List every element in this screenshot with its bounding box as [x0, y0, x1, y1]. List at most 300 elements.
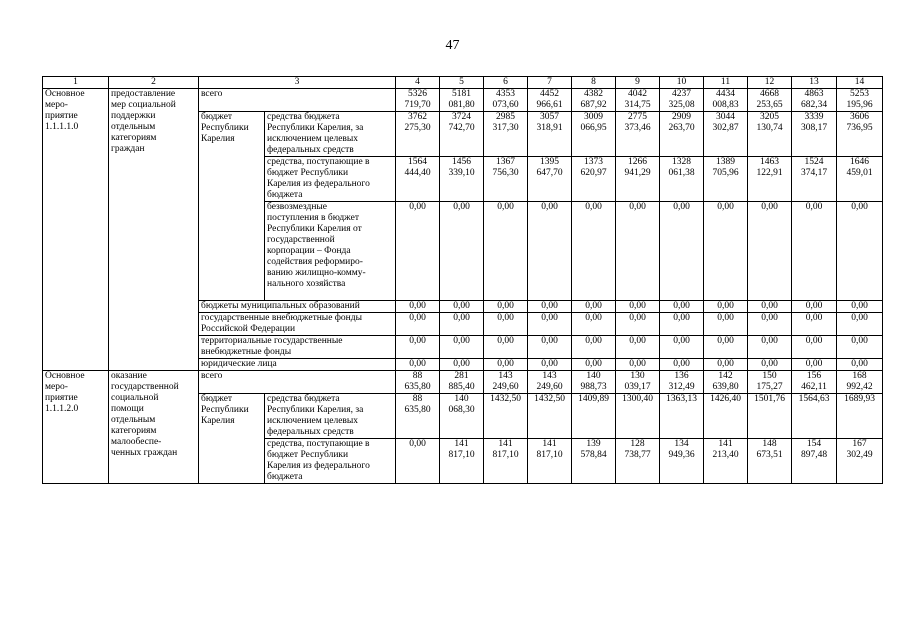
value-cell: [396, 439, 440, 484]
value-line: 0,00: [541, 313, 558, 323]
value-cell: [484, 202, 528, 301]
value-line: 0,00: [805, 359, 823, 369]
header-cell: 7: [528, 77, 572, 89]
section1-description: предоставление мер социальной поддержки отдельным категориям граждан: [109, 89, 199, 371]
value-line: 068,30: [448, 405, 475, 415]
header-cell: 2: [109, 77, 199, 89]
value-cell: [748, 89, 792, 112]
value-cell: [837, 301, 883, 313]
header-cell: 4: [396, 77, 440, 89]
value-cell: [484, 394, 528, 439]
value-line: 134: [674, 439, 689, 449]
value-cell: [837, 359, 883, 371]
value-line: 122,91: [756, 168, 783, 178]
value-line: 0,00: [409, 439, 426, 449]
value-cell: [572, 202, 616, 301]
value-line: 0,00: [409, 313, 426, 323]
value-line: 1409,89: [578, 394, 609, 404]
source-label: всего: [199, 371, 396, 394]
value-line: 1432,50: [490, 394, 521, 404]
value-cell: [528, 301, 572, 313]
value-line: 4382: [584, 89, 603, 99]
value-line: 4237: [672, 89, 691, 99]
value-cell: [704, 371, 748, 394]
value-line: 0,00: [851, 313, 868, 323]
value-line: 0,00: [585, 301, 602, 311]
table-row: [43, 89, 883, 112]
value-line: 168: [852, 371, 867, 381]
header-cell: 11: [704, 77, 748, 89]
value-cell: [748, 336, 792, 359]
value-cell: [528, 394, 572, 439]
value-line: 2775: [628, 112, 647, 122]
value-line: 1266: [628, 157, 647, 167]
value-cell: [837, 89, 883, 112]
value-line: 128: [630, 439, 645, 449]
value-cell: [528, 439, 572, 484]
value-cell: [704, 359, 748, 371]
value-cell: [704, 89, 748, 112]
value-line: 325,08: [668, 100, 695, 110]
value-cell: [748, 157, 792, 202]
value-line: 1456: [452, 157, 471, 167]
value-line: 0,00: [409, 359, 426, 369]
value-cell: [616, 157, 660, 202]
value-line: 0,00: [629, 313, 646, 323]
value-line: 0,00: [409, 301, 426, 311]
value-line: 682,34: [800, 100, 828, 110]
value-cell: [616, 439, 660, 484]
value-line: 88: [412, 394, 423, 404]
value-line: 1501,76: [754, 394, 785, 404]
value-cell: [704, 112, 748, 157]
value-line: 213,40: [712, 450, 739, 460]
value-line: 444,40: [404, 168, 431, 178]
value-cell: [792, 336, 837, 359]
value-cell: [792, 202, 837, 301]
value-line: 4863: [804, 89, 824, 99]
value-cell: [704, 394, 748, 439]
value-cell: [396, 202, 440, 301]
value-line: 0,00: [761, 336, 778, 346]
value-line: 3044: [716, 112, 735, 122]
value-line: 317,30: [492, 123, 519, 133]
value-cell: [572, 359, 616, 371]
value-cell: [396, 371, 440, 394]
value-line: 0,00: [673, 301, 690, 311]
source-label: территориальные государственные внебюджетные фонды: [199, 336, 396, 359]
value-cell: [704, 336, 748, 359]
value-line: 1395: [540, 157, 559, 167]
value-cell: [528, 89, 572, 112]
value-cell: [660, 439, 704, 484]
value-line: 081,80: [448, 100, 475, 110]
value-cell: [837, 371, 883, 394]
value-line: 0,00: [805, 301, 823, 311]
value-line: 154: [806, 439, 822, 449]
header-cell: 8: [572, 77, 616, 89]
value-line: 4434: [716, 89, 735, 99]
value-cell: [440, 112, 484, 157]
value-line: 0,00: [673, 313, 690, 323]
value-line: 1300,40: [622, 394, 653, 404]
value-line: 705,96: [712, 168, 739, 178]
value-line: 966,61: [536, 100, 563, 110]
value-cell: [528, 313, 572, 336]
value-line: 742,70: [448, 123, 475, 133]
value-cell: [748, 202, 792, 301]
value-line: 1432,50: [534, 394, 565, 404]
value-cell: [616, 89, 660, 112]
value-line: 0,00: [717, 202, 734, 212]
value-line: 0,00: [585, 313, 602, 323]
source-label: государственные внебюджетные фонды Российской Федерации: [199, 313, 396, 336]
value-line: 141: [498, 439, 513, 449]
header-cell: 10: [660, 77, 704, 89]
value-line: 897,48: [800, 450, 828, 460]
value-cell: [572, 394, 616, 439]
value-line: 738,77: [624, 450, 651, 460]
value-cell: [704, 157, 748, 202]
value-cell: [837, 394, 883, 439]
header-cell: 13: [792, 77, 837, 89]
value-cell: [440, 313, 484, 336]
value-line: 3762: [408, 112, 427, 122]
value-line: 0,00: [673, 336, 690, 346]
value-cell: [792, 394, 837, 439]
value-line: 0,00: [497, 336, 514, 346]
value-cell: [484, 359, 528, 371]
value-cell: [572, 371, 616, 394]
value-line: 5326: [408, 89, 427, 99]
value-line: 635,80: [404, 382, 431, 392]
value-cell: [528, 112, 572, 157]
value-cell: [837, 313, 883, 336]
value-cell: [837, 336, 883, 359]
value-cell: [837, 157, 883, 202]
header-cell: 1: [43, 77, 109, 89]
value-cell: [440, 359, 484, 371]
value-cell: [572, 89, 616, 112]
value-line: 0,00: [497, 359, 514, 369]
value-cell: [396, 112, 440, 157]
value-line: 0,00: [761, 202, 778, 212]
value-line: 719,70: [404, 100, 431, 110]
table-row: [43, 371, 883, 394]
value-cell: [748, 394, 792, 439]
value-line: 139: [586, 439, 601, 449]
value-line: 941,29: [624, 168, 651, 178]
value-line: 639,80: [712, 382, 739, 392]
value-cell: [572, 439, 616, 484]
value-line: 175,27: [756, 382, 783, 392]
value-line: 459,01: [846, 168, 873, 178]
value-line: 0,00: [761, 313, 778, 323]
value-cell: [572, 301, 616, 313]
value-line: 141: [718, 439, 733, 449]
value-line: 0,00: [453, 301, 470, 311]
value-line: 195,96: [846, 100, 873, 110]
value-line: 0,00: [673, 359, 690, 369]
value-cell: [660, 157, 704, 202]
value-line: 0,00: [585, 359, 602, 369]
value-line: 312,49: [668, 382, 695, 392]
value-line: 0,00: [453, 202, 470, 212]
source-label: юридические лица: [199, 359, 396, 371]
source-label: средства, поступающие в бюджет Республики Карелия из федерального бюджета: [265, 157, 396, 202]
value-cell: [440, 439, 484, 484]
value-cell: [572, 112, 616, 157]
value-line: 150: [762, 371, 777, 381]
value-line: 0,00: [717, 336, 734, 346]
value-line: 148: [762, 439, 777, 449]
value-cell: [792, 301, 837, 313]
value-line: 314,75: [624, 100, 651, 110]
value-line: 0,00: [761, 301, 778, 311]
value-line: 1373: [584, 157, 603, 167]
value-line: 0,00: [851, 202, 868, 212]
value-cell: [616, 112, 660, 157]
value-line: 462,11: [801, 382, 827, 392]
value-line: 0,00: [409, 336, 426, 346]
value-cell: [748, 313, 792, 336]
value-line: 0,00: [585, 336, 602, 346]
value-line: 143: [498, 371, 513, 381]
value-cell: [484, 336, 528, 359]
value-cell: [528, 336, 572, 359]
value-cell: [440, 394, 484, 439]
source-label: бюджеты муниципальных образований: [199, 301, 396, 313]
value-cell: [616, 371, 660, 394]
value-cell: [396, 157, 440, 202]
header-cell: 3: [199, 77, 396, 89]
source-label: средства, поступающие в бюджет Республики Карелия из федерального бюджета: [265, 439, 396, 484]
value-line: 4668: [760, 89, 779, 99]
value-line: 130: [630, 371, 645, 381]
value-cell: [660, 359, 704, 371]
value-line: 0,00: [497, 313, 514, 323]
source-group: бюджет Республики Карелия: [199, 112, 265, 301]
value-line: 3339: [804, 112, 824, 122]
value-line: 0,00: [851, 301, 868, 311]
value-line: 253,65: [756, 100, 783, 110]
value-cell: [440, 89, 484, 112]
value-cell: [660, 202, 704, 301]
value-line: 0,00: [717, 359, 734, 369]
value-cell: [484, 157, 528, 202]
value-cell: [396, 89, 440, 112]
value-line: 0,00: [805, 336, 823, 346]
value-cell: [396, 336, 440, 359]
value-line: 0,00: [629, 336, 646, 346]
value-line: 817,10: [492, 450, 519, 460]
value-line: 0,00: [629, 202, 646, 212]
section2-description: оказание государственной социальной помощи отдельным категориям малообеспе- ченных граждан: [109, 371, 199, 484]
value-line: 4452: [540, 89, 559, 99]
value-line: 0,00: [453, 359, 470, 369]
value-cell: [748, 371, 792, 394]
source-label: всего: [199, 89, 396, 112]
value-line: 4042: [628, 89, 647, 99]
value-line: 073,60: [492, 100, 519, 110]
value-cell: [792, 371, 837, 394]
value-line: 263,70: [668, 123, 695, 133]
value-line: 281: [454, 371, 469, 381]
value-cell: [792, 157, 837, 202]
value-cell: [792, 89, 837, 112]
value-line: 1463: [760, 157, 779, 167]
header-cell: 12: [748, 77, 792, 89]
value-cell: [528, 157, 572, 202]
value-line: 0,00: [541, 336, 558, 346]
value-cell: [704, 313, 748, 336]
value-line: 141: [454, 439, 469, 449]
value-cell: [704, 301, 748, 313]
value-line: 1564,63: [798, 394, 830, 404]
value-cell: [616, 394, 660, 439]
value-line: 141: [542, 439, 557, 449]
value-cell: [528, 202, 572, 301]
value-line: 88: [412, 371, 423, 381]
value-cell: [616, 301, 660, 313]
value-line: 0,00: [629, 301, 646, 311]
header-cell: 9: [616, 77, 660, 89]
value-line: 0,00: [673, 202, 690, 212]
value-line: 0,00: [851, 359, 868, 369]
value-line: 140: [454, 394, 469, 404]
value-line: 3606: [850, 112, 869, 122]
value-cell: [484, 313, 528, 336]
value-cell: [616, 202, 660, 301]
value-line: 885,40: [448, 382, 475, 392]
value-cell: [440, 301, 484, 313]
value-cell: [837, 202, 883, 301]
value-line: 0,00: [409, 202, 426, 212]
value-cell: [792, 439, 837, 484]
value-cell: [660, 371, 704, 394]
value-line: 143: [542, 371, 557, 381]
value-line: 5253: [850, 89, 869, 99]
value-line: 687,92: [580, 100, 607, 110]
value-line: 308,17: [800, 123, 828, 133]
value-line: 0,00: [585, 202, 602, 212]
value-line: 142: [718, 371, 733, 381]
value-cell: [660, 394, 704, 439]
value-cell: [792, 313, 837, 336]
value-cell: [660, 301, 704, 313]
value-line: 0,00: [629, 359, 646, 369]
section1-code: Основное меро- приятие 1.1.1.1.0: [43, 89, 109, 371]
value-cell: [704, 202, 748, 301]
value-cell: [748, 301, 792, 313]
value-line: 0,00: [497, 301, 514, 311]
financing-table: [42, 76, 883, 484]
value-line: 249,60: [536, 382, 563, 392]
value-cell: [572, 336, 616, 359]
value-line: 302,87: [712, 123, 739, 133]
value-line: 0,00: [851, 336, 868, 346]
value-line: 4353: [496, 89, 515, 99]
value-cell: [792, 359, 837, 371]
value-cell: [396, 301, 440, 313]
value-cell: [440, 202, 484, 301]
value-line: 008,83: [712, 100, 739, 110]
value-line: 066,95: [580, 123, 607, 133]
value-line: 1564: [408, 157, 427, 167]
value-line: 318,91: [536, 123, 563, 133]
value-line: 647,70: [536, 168, 563, 178]
value-line: 373,46: [624, 123, 651, 133]
value-cell: [660, 336, 704, 359]
value-line: 0,00: [805, 202, 823, 212]
value-cell: [440, 157, 484, 202]
value-line: 3009: [584, 112, 603, 122]
value-line: 0,00: [761, 359, 778, 369]
header-cell: 6: [484, 77, 528, 89]
value-line: 156: [806, 371, 822, 381]
header-cell: 14: [837, 77, 883, 89]
value-cell: [660, 313, 704, 336]
value-cell: [748, 112, 792, 157]
value-line: 5181: [452, 89, 471, 99]
source-label: средства бюджета Республики Карелия, за исключением целевых федеральных средств: [265, 112, 396, 157]
value-cell: [748, 439, 792, 484]
value-line: 140: [586, 371, 601, 381]
value-line: 1363,13: [666, 394, 697, 404]
value-line: 0,00: [541, 359, 558, 369]
value-line: 0,00: [497, 202, 514, 212]
value-line: 2909: [672, 112, 691, 122]
value-cell: [396, 313, 440, 336]
value-cell: [396, 359, 440, 371]
value-line: 0,00: [453, 336, 470, 346]
value-line: 620,97: [580, 168, 607, 178]
value-cell: [572, 157, 616, 202]
value-cell: [528, 359, 572, 371]
header-row: [43, 77, 883, 89]
value-cell: [660, 112, 704, 157]
value-line: 2985: [496, 112, 515, 122]
value-cell: [440, 336, 484, 359]
value-line: 167: [852, 439, 867, 449]
value-line: 1524: [804, 157, 824, 167]
value-cell: [837, 112, 883, 157]
value-line: 136: [674, 371, 689, 381]
value-line: 673,51: [756, 450, 783, 460]
value-line: 0,00: [541, 202, 558, 212]
source-group: бюджет Республики Карелия: [199, 394, 265, 484]
value-line: 817,10: [448, 450, 475, 460]
value-cell: [440, 371, 484, 394]
value-cell: [616, 359, 660, 371]
section2-code: Основное меро- приятие 1.1.1.2.0: [43, 371, 109, 484]
value-line: 817,10: [536, 450, 563, 460]
value-line: 1367: [496, 157, 515, 167]
value-line: 1389: [716, 157, 735, 167]
value-line: 0,00: [805, 313, 823, 323]
value-line: 1426,40: [710, 394, 741, 404]
value-line: 756,30: [492, 168, 519, 178]
value-line: 3205: [760, 112, 779, 122]
value-cell: [837, 439, 883, 484]
value-cell: [484, 89, 528, 112]
value-cell: [616, 313, 660, 336]
value-line: 578,84: [580, 450, 607, 460]
value-line: 992,42: [846, 382, 873, 392]
value-line: 736,95: [846, 123, 873, 133]
value-line: 130,74: [756, 123, 783, 133]
value-line: 1689,93: [844, 394, 875, 404]
